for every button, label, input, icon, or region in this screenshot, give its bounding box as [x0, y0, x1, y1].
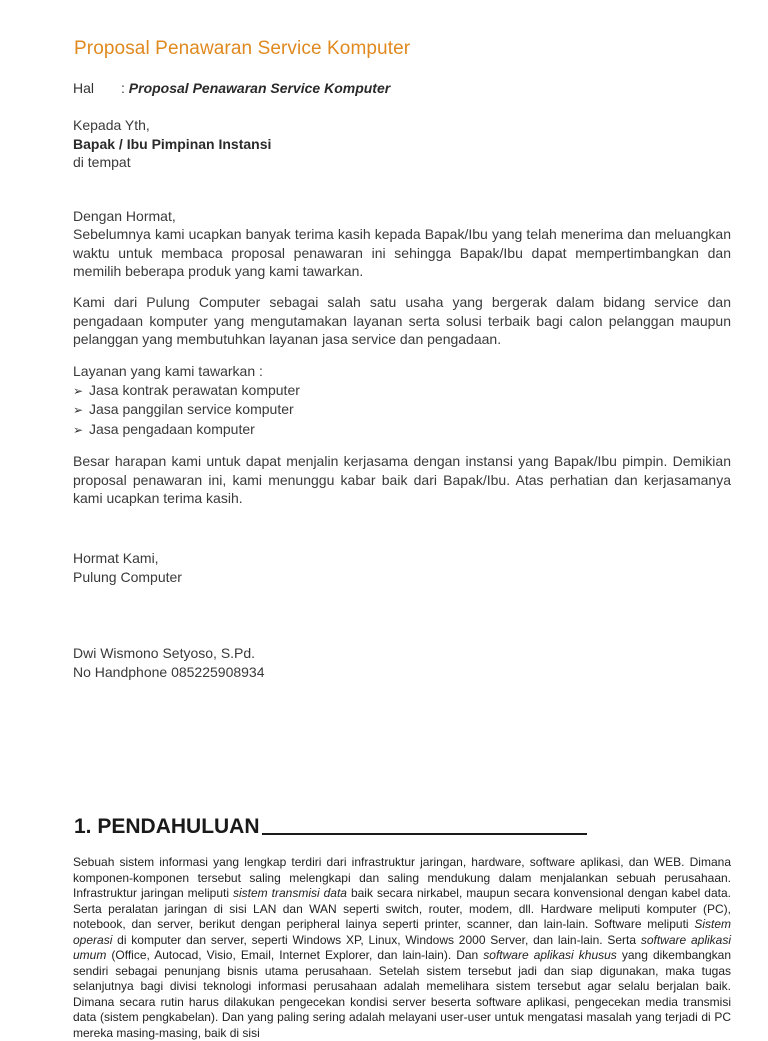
greeting: Dengan Hormat,: [73, 208, 176, 224]
arrow-bullet-icon: ➢: [73, 383, 84, 398]
text-run: yang dikembangkan sendiri sebagai penunjang bisnis utama perusahaan. Setelah sistem tersebut jadi dan siap digunakan, maka tugas selanjutnya bagi divisi teknologi informasi perusahaan adalah memelihara sistem tersebut agar selalu berjalan baik. Dimana secara rutin harus dilakukan pengecekan kondisi server beserta software aplikasi, pengecekan media transmisi data (sistem pengkabelan). Dan yang paling sering adalah melayani user-user untuk mengatasi masalah yang terjadi di PC mereka masing-masing, baik di sisi: [73, 948, 731, 1040]
services-list-item: [73, 420, 731, 440]
signoff-line-2: Pulung Computer: [73, 568, 182, 585]
arrow-bullet-icon: ➢: [73, 422, 84, 437]
text-run: (Office, Autocad, Visio, Email, Internet Explorer, dan lain-lain). Dan: [106, 948, 484, 962]
section-heading: [74, 815, 587, 839]
italic-term: software aplikasi umum: [73, 932, 731, 962]
services-intro: Layanan yang kami tawarkan :: [73, 363, 263, 379]
recipient-block: [73, 116, 731, 172]
text-run: baik secara nirkabel, maupun secara konvensional dengan kabel data. Serta peralatan jaringan di sisi LAN dan WAN seperti switch, router, modem, dll. Hardware meliputi komputer (PC), notebook, dan server, berikut dengan peripheral lainya seperti printer, scanner, dan lain-lain. Software meliputi: [73, 886, 731, 931]
signer-phone: No Handphone 085225908934: [73, 663, 265, 680]
paragraph-closing: Besar harapan kami untuk dapat menjalin kerjasama dengan instansi yang Bapak/Ibu pimpin. Demikian proposal penawaran ini, kami menunggu kabar baik dari Bapak/Ibu. Atas perhatian dan kerjasamanya kami ucapkan terima kasih.: [73, 453, 731, 506]
subject-separator: :: [121, 80, 125, 96]
services-block: [73, 362, 731, 439]
paragraph-company: Kami dari Pulung Computer sebagai salah satu usaha yang bergerak dalam bidang service dan pengadaan komputer yang mengutamakan layanan serta solusi terbaik bagi calon pelanggan maupun pelanggan yang membutuhkan layanan jasa service dan pengadaan.: [73, 294, 731, 347]
signer-name: Dwi Wismono Setyoso, S.Pd.: [73, 645, 256, 661]
section-heading-text: 1. PENDAHULUAN: [74, 815, 260, 838]
recipient-line-3: di tempat: [73, 154, 131, 170]
section-paragraph: [73, 855, 731, 1041]
service-label: Jasa pengadaan komputer: [89, 420, 255, 437]
subject-label: Hal: [73, 80, 95, 96]
recipient-line-2: Bapak / Ibu Pimpinan Instansi: [73, 135, 272, 152]
section-body: [73, 855, 731, 1041]
service-label: Jasa kontrak perawatan komputer: [89, 381, 300, 398]
services-list-item: [73, 381, 731, 401]
services-list-item: [73, 400, 731, 420]
italic-term: sistem transmisi data: [233, 886, 347, 900]
text-run: di komputer dan server, seperti Windows XP, Linux, Windows 2000 Server, dan lain-lain. Serta: [112, 932, 641, 947]
signoff-line-1: Hormat Kami,: [73, 550, 159, 566]
service-label: Jasa panggilan service komputer: [89, 401, 294, 417]
subject-line: [73, 80, 390, 96]
signer-block: [73, 644, 731, 681]
subject-value: Proposal Penawaran Service Komputer: [128, 80, 391, 96]
italic-term: software aplikasi khusus: [483, 948, 617, 962]
text-run: Sebuah sistem informasi yang lengkap terdiri dari infrastruktur jaringan, hardware, software aplikasi, dan WEB. Dimana komponen-komponen tersebut saling melengkapi dan saling mendukung dalam menjalankan sebuah perusahaan. Infrastruktur jaringan meliputi: [73, 855, 731, 900]
signoff-block: [73, 549, 731, 586]
document-title: Proposal Penawaran Service Komputer: [74, 38, 411, 59]
services-list: [73, 381, 731, 440]
heading-underline: [262, 833, 587, 835]
arrow-bullet-icon: ➢: [73, 403, 84, 417]
italic-term: Sistem operasi: [73, 917, 731, 947]
recipient-line-1: Kepada Yth,: [73, 117, 150, 133]
paragraph-intro: Sebelumnya kami ucapkan banyak terima kasih kepada Bapak/Ibu yang telah menerima dan meluangkan waktu untuk membaca proposal penawaran ini sehingga Bapak/Ibu dapat mempertimbangkan dan memilih beberapa produk yang kami tawarkan.: [73, 226, 731, 279]
